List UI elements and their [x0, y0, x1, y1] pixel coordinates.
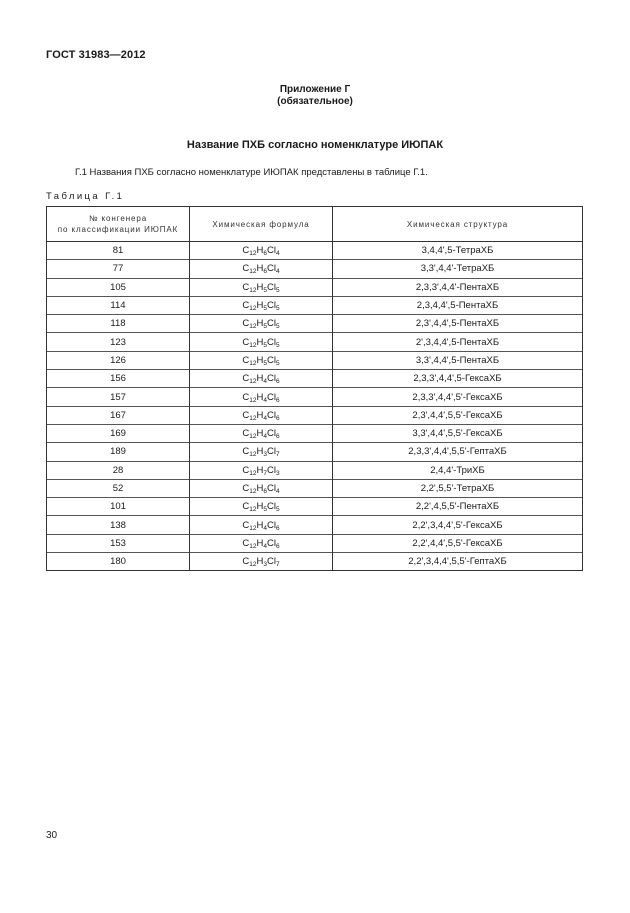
formula-subscript-cl: 6: [275, 524, 280, 532]
formula-subscript-cl: 6: [275, 542, 280, 550]
table-header-row: [47, 207, 583, 242]
table-row: [47, 388, 583, 406]
table-row: [47, 242, 583, 260]
congener-number-cell: 77: [47, 260, 190, 278]
chemical-formula-cell: $C_{12}H_6Cl_4$: [190, 260, 333, 278]
formula-subscript-c: 12: [249, 250, 257, 258]
formula-subscript-h: 4: [263, 524, 267, 532]
formula-subscript-h: 4: [263, 414, 267, 422]
congener-number-cell: 52: [47, 479, 190, 497]
formula-subscript-c: 12: [249, 542, 257, 550]
congener-number-cell: 157: [47, 388, 190, 406]
chemical-structure-cell: 3,4,4',5-ТетраХБ: [333, 242, 583, 260]
chemical-formula-cell: $C_{12}H_5Cl_5$: [190, 315, 333, 333]
chemical-structure-cell: 2,2',4,4',5,5'-ГексаХБ: [333, 534, 583, 552]
formula-subscript-c: 12: [249, 561, 257, 569]
chemical-structure-cell: 2,2',4,5,5'-ПентаХБ: [333, 498, 583, 516]
formula-subscript-cl: 6: [275, 414, 280, 422]
formula-subscript-h: 5: [263, 359, 267, 367]
formula-subscript-h: 6: [263, 488, 267, 495]
formula-subscript-c: 12: [249, 286, 257, 294]
formula-subscript-cl: 6: [275, 396, 280, 404]
formula-subscript-h: 4: [263, 542, 267, 550]
chemical-formula-cell: $C_{12}H_5Cl_5$: [190, 296, 333, 314]
table-row: [47, 406, 583, 424]
header-congener-line2: по классификации ИЮПАК: [57, 225, 179, 234]
table-row: [47, 278, 583, 296]
congener-number-cell: 81: [47, 242, 190, 260]
formula-subscript-h: 3: [263, 451, 267, 459]
chemical-formula-cell: $C_{12}H_5Cl_5$: [190, 278, 333, 296]
congener-number-cell: 156: [47, 370, 190, 388]
formula-subscript-h: 5: [263, 341, 267, 349]
document-standard-id: ГОСТ 31983—2012: [46, 49, 146, 61]
table-row: [47, 534, 583, 552]
chemical-structure-cell: 2,4,4'-ТриХБ: [333, 461, 583, 479]
chemical-formula-cell: $C_{12}H_5Cl_5$: [190, 351, 333, 369]
congener-number-cell: 169: [47, 424, 190, 442]
formula-subscript-h: 5: [263, 305, 267, 313]
table-body: [47, 242, 583, 571]
formula-subscript-c: 12: [249, 268, 257, 276]
chemical-structure-cell: 2,2',3,4,4',5,5'-ГептаХБ: [333, 553, 583, 571]
table-row: [47, 498, 583, 516]
formula-subscript-cl: 7: [275, 561, 280, 569]
formula-subscript-c: 12: [249, 323, 257, 331]
section-heading: Название ПХБ согласно номенклатуре ИЮПАК: [186, 139, 444, 151]
formula-subscript-c: 12: [249, 469, 257, 477]
formula-subscript-c: 12: [249, 378, 257, 386]
formula-subscript-cl: 6: [275, 433, 280, 441]
table-row: [47, 333, 583, 351]
table-row: [47, 370, 583, 388]
formula-subscript-cl: 5: [275, 323, 280, 331]
formula-subscript-cl: 4: [275, 488, 280, 495]
chemical-formula-cell: $C_{12}H_4Cl_6$: [190, 388, 333, 406]
table-row: [47, 296, 583, 314]
formula-subscript-c: 12: [249, 451, 257, 459]
appendix-status: (обязательное): [277, 96, 353, 107]
congener-number-cell: 126: [47, 351, 190, 369]
chemical-structure-cell: 2,3',4,4',5,5'-ГексаХБ: [333, 406, 583, 424]
formula-subscript-h: 4: [263, 378, 267, 386]
chemical-structure-cell: 2,3,3',4,4',5'-ГексаХБ: [333, 388, 583, 406]
table-row: [47, 260, 583, 278]
congener-number-cell: 105: [47, 278, 190, 296]
formula-subscript-h: 3: [263, 561, 267, 569]
formula-subscript-cl: 5: [275, 359, 280, 367]
header-structure: Химическая структура: [333, 207, 583, 242]
page-number: 30: [46, 830, 58, 841]
formula-subscript-c: 12: [249, 414, 257, 422]
congener-number-cell: 167: [47, 406, 190, 424]
chemical-formula-cell: $C_{12}H_4Cl_6$: [190, 516, 333, 534]
chemical-formula-cell: $C_{12}H_5Cl_5$: [190, 498, 333, 516]
congener-number-cell: 138: [47, 516, 190, 534]
formula-subscript-cl: 4: [275, 250, 280, 258]
table-row: [47, 315, 583, 333]
formula-subscript-cl: 5: [275, 506, 280, 514]
chemical-structure-cell: 2,3,3',4,4'-ПентаХБ: [333, 278, 583, 296]
congener-number-cell: 114: [47, 296, 190, 314]
header-congener: [47, 207, 190, 242]
chemical-formula-cell: $C_{12}H_7Cl_3$: [190, 461, 333, 479]
formula-subscript-cl: 5: [275, 305, 280, 313]
chemical-formula-cell: $C_{12}H_4Cl_6$: [190, 406, 333, 424]
formula-subscript-c: 12: [249, 524, 257, 532]
table-row: [47, 461, 583, 479]
pcb-congener-table: [46, 206, 583, 571]
chemical-formula-cell: $C_{12}H_3Cl_7$: [190, 443, 333, 461]
chemical-structure-cell: 2,3,4,4',5-ПентаХБ: [333, 296, 583, 314]
formula-subscript-cl: 3: [275, 469, 280, 477]
table-row: [47, 424, 583, 442]
formula-subscript-cl: 5: [275, 341, 280, 349]
table-caption: Таблица Г.1: [46, 191, 125, 202]
chemical-structure-cell: 3,3',4,4',5,5'-ГексаХБ: [333, 424, 583, 442]
congener-number-cell: 123: [47, 333, 190, 351]
formula-subscript-c: 12: [249, 359, 257, 367]
header-congener-line1: № конгенера: [88, 214, 148, 223]
table-row: [47, 516, 583, 534]
chemical-formula-cell: $C_{12}H_3Cl_7$: [190, 553, 333, 571]
chemical-structure-cell: 2,2',3,4,4',5'-ГексаХБ: [333, 516, 583, 534]
table-row: [47, 479, 583, 497]
appendix-header: [0, 84, 630, 108]
congener-number-cell: 189: [47, 443, 190, 461]
chemical-structure-cell: 2,3,3',4,4',5-ГексаХБ: [333, 370, 583, 388]
formula-subscript-cl: 5: [275, 286, 280, 294]
formula-subscript-c: 12: [249, 488, 257, 495]
table-row: [47, 351, 583, 369]
formula-subscript-h: 4: [263, 433, 267, 441]
formula-subscript-cl: 7: [275, 451, 280, 459]
chemical-formula-cell: $C_{12}H_4Cl_6$: [190, 424, 333, 442]
chemical-formula-cell: $C_{12}H_4Cl_6$: [190, 534, 333, 552]
formula-subscript-h: 4: [263, 396, 267, 404]
chemical-structure-cell: 2',3,4,4',5-ПентаХБ: [333, 333, 583, 351]
chemical-formula-cell: $C_{12}H_6Cl_4$: [190, 479, 333, 497]
chemical-formula-cell: $C_{12}H_6Cl_4$: [190, 242, 333, 260]
formula-subscript-c: 12: [249, 506, 257, 514]
formula-subscript-c: 12: [249, 433, 257, 441]
formula-subscript-c: 12: [249, 305, 257, 313]
chemical-formula-cell: $C_{12}H_5Cl_5$: [190, 333, 333, 351]
formula-subscript-h: 6: [263, 250, 267, 258]
chemical-structure-cell: 2,3,3',4,4',5,5'-ГептаХБ: [333, 443, 583, 461]
table-row: [47, 553, 583, 571]
appendix-title: Приложение Г: [279, 84, 351, 95]
chemical-formula-cell: $C_{12}H_4Cl_6$: [190, 370, 333, 388]
intro-paragraph: Г.1 Названия ПХБ согласно номенклатуре ИЮПАК представлены в таблице Г.1.: [75, 167, 428, 178]
formula-subscript-h: 5: [263, 506, 267, 514]
chemical-structure-cell: 2,3',4,4',5-ПентаХБ: [333, 315, 583, 333]
congener-number-cell: 153: [47, 534, 190, 552]
formula-subscript-h: 6: [263, 268, 267, 276]
header-formula: Химическая формула: [190, 207, 333, 242]
formula-subscript-h: 5: [263, 323, 267, 331]
congener-number-cell: 28: [47, 461, 190, 479]
congener-number-cell: 101: [47, 498, 190, 516]
table-row: [47, 443, 583, 461]
chemical-structure-cell: 3,3',4,4'-ТетраХБ: [333, 260, 583, 278]
formula-subscript-cl: 4: [275, 268, 280, 276]
formula-subscript-h: 5: [263, 286, 267, 294]
chemical-structure-cell: 2,2',5,5'-ТетраХБ: [333, 479, 583, 497]
chemical-structure-cell: 3,3',4,4',5-ПентаХБ: [333, 351, 583, 369]
formula-subscript-c: 12: [249, 396, 257, 404]
formula-subscript-cl: 6: [275, 378, 280, 386]
formula-subscript-h: 7: [263, 469, 267, 477]
congener-number-cell: 180: [47, 553, 190, 571]
congener-number-cell: 118: [47, 315, 190, 333]
formula-subscript-c: 12: [249, 341, 257, 349]
